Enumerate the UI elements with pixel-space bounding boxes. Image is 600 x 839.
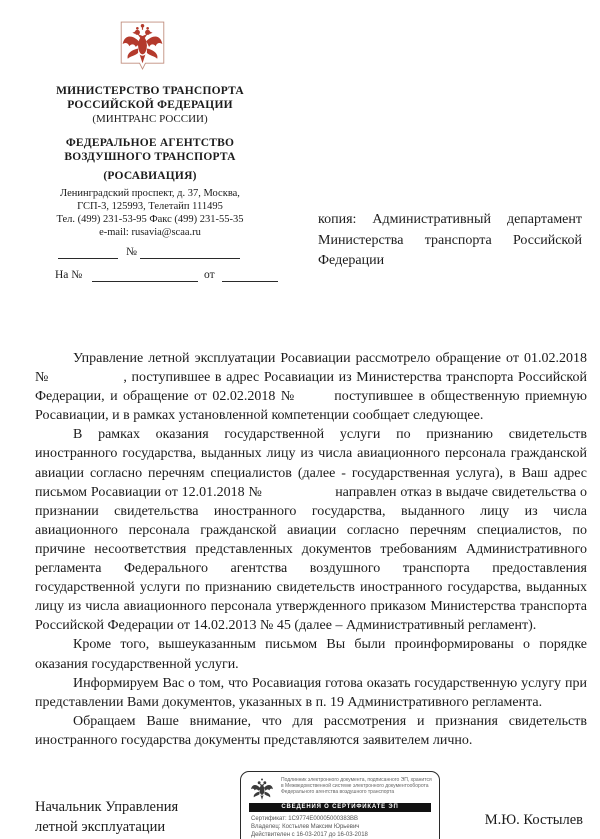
signer-position-line2: летной эксплуатации [35,819,166,835]
agency-short-name: (РОСАВИАЦИЯ) [103,170,197,182]
body-paragraph: Кроме того, вышеуказанным письмом Вы были проинформированы о порядке оказания государственной услуги. [35,637,587,672]
copy-recipient-block: копия: Административный департамент Министерства транспорта Российской Федерации [318,212,582,268]
stamp-authenticity-note: Подлинник электронного документа, подписанного ЭП, хранится в Межведомственной системе электронного документооборота Федерального агентства воздушного транспорта [281,777,432,795]
stamp-owner: Владелец: Костылев Максим Юрьевич [251,824,360,830]
body-paragraph: Управление летной эксплуатации Росавиации рассмотрело обращение от 01.02.2018 № , поступившее в адрес Росавиации из Министерства транспорта Российской Федерации, и обращение от 02.02.2018 № поступившее в общественную приемную Росавиации, и в рамках установленной компетенции сообщает следующее. [35,351,587,424]
on-number-label: На № [55,269,83,281]
stamp-certificate-header: СВЕДЕНИЯ О СЕРТИФИКАТЕ ЭП [249,803,431,812]
agency-name-line2: ВОЗДУШНОГО ТРАНСПОРТА [64,151,236,163]
blank-incoming-date-line [222,280,278,282]
stamp-eagle-icon [249,777,275,803]
blank-number-line [140,257,240,259]
letter-body [35,349,587,750]
stamp-validity: Действителен с 16-03-2017 до 16-03-2018 [251,832,368,838]
stamp-certificate-number: Сертификат: 1C9774E00005000383BB [251,816,359,822]
signer-position-line1: Начальник Управления [35,799,179,815]
body-paragraph: В рамках оказания государственной услуги по признанию свидетельств иностранного государства, выданных лицу из числа авиационного персонала гражданской авиации согласно перечням специалистов (далее - государственная услуга), в Ваш адрес письмом Росавиации от 12.01.2018 № направлен отказ в выдаче свидетельства о признании свидетельства иностранного государства, выданного лицу из числа авиационного персонала гражданской авиации согласно перечням специалистов, по причине несоответствия представленных документов требованиям Административного регламента Федерального агентства воздушного транспорта предоставления государственной услуги по признанию свидетельств иностранного государства, выданных лицу из числа авиационного персонала утвержденного приказом Министерства транспорта Российской Федерации от 14.02.2013 № 45 (далее – Административный регламент). [35,427,587,634]
agency-name-line1: ФЕДЕРАЛЬНОЕ АГЕНТСТВО [65,137,235,149]
body-paragraph: Информируем Вас о том, что Росавиация готова оказать государственную услугу при представлении Вами документов, указанных в п. 19 Административного регламента. [35,675,587,710]
address-line: ГСП-3, 125993, Телетайп 111495 [77,201,223,212]
ministry-name-line1: МИНИСТЕРСТВО ТРАНСПОРТА [56,85,244,97]
from-label: от [204,269,215,281]
address-line: Тел. (499) 231-53-95 Факс (499) 231-55-35 [56,214,244,225]
blank-date-line [58,257,118,259]
signer-position [35,797,178,837]
ministry-name-line2: РОССИЙСКОЙ ФЕДЕРАЦИИ [67,99,233,111]
body-paragraph: Обращаем Ваше внимание, что для рассмотрения и признания свидетельств иностранного государства документы представляются заявителем лично. [35,713,587,748]
address-line: Ленинградский проспект, д. 37, Москва, [60,188,240,199]
email-line: e-mail: rusavia@scaa.ru [99,227,201,238]
coat-of-arms-icon [119,20,166,77]
blank-incoming-number-line [92,280,198,282]
ministry-short-name: (МИНТРАНС РОССИИ) [92,113,208,125]
digital-signature-stamp [240,771,440,839]
signer-name: М.Ю. Костылев [484,812,583,828]
number-sign-label: № [126,246,137,258]
